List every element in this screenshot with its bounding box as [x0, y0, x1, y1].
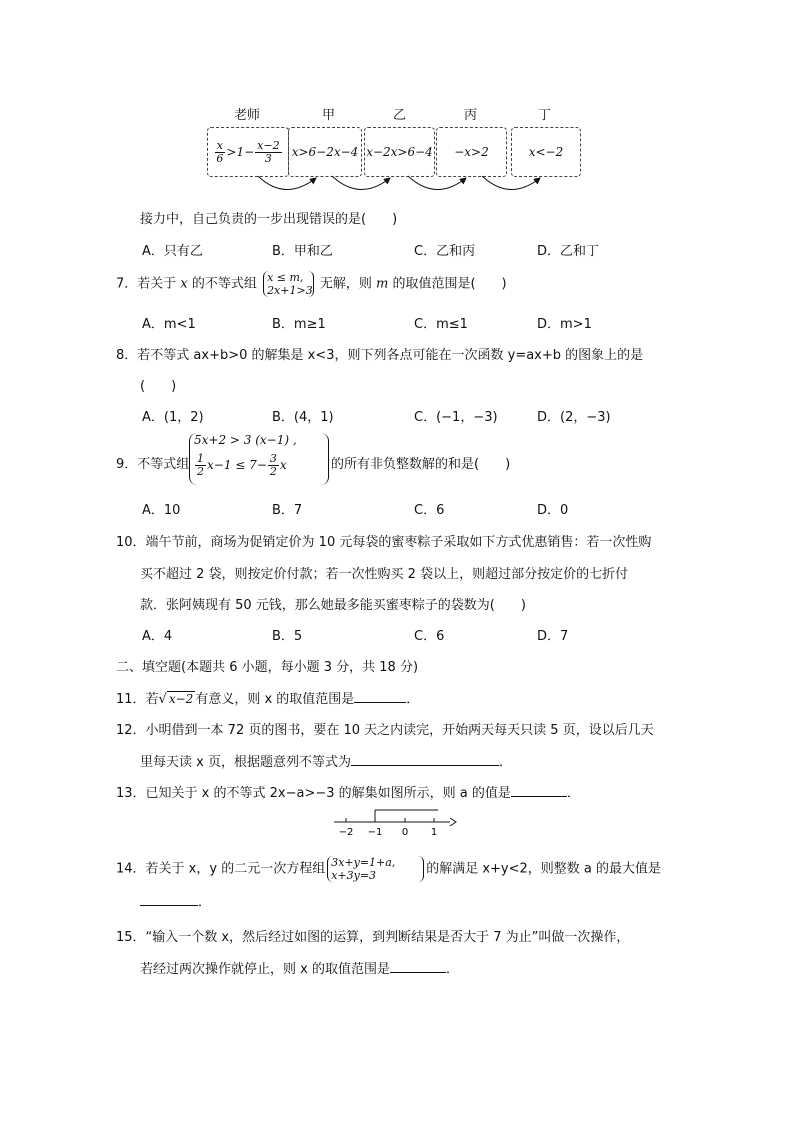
q14-end: ． [198, 895, 212, 910]
q7-option-b: B．m≥1 [272, 317, 326, 332]
q14-answer-blank[interactable] [140, 905, 198, 906]
q11-post: 有意义，则 x 的取值范围是 [195, 692, 355, 707]
relay-header-bing: 丙 [464, 108, 478, 123]
frac-den: 2 [269, 465, 277, 478]
relay-box-yi: x−2x>6−4 [364, 127, 435, 177]
q7-option-a: A．m<1 [142, 317, 196, 332]
q9-line2-x: x [279, 458, 287, 472]
q6-stem: 接力中，自己负责的一步出现错误的是( ) [140, 212, 398, 227]
q10-line1: 10．端午节前，商场为促销定价为 10 元每袋的蜜枣粽子采取如下方式优惠销售：若一次性购 [116, 535, 652, 550]
q14-system-line2: x+3y=3 [331, 869, 377, 882]
q7-option-d: D．m>1 [537, 317, 592, 332]
relay-arrow [408, 176, 466, 190]
q9-tail: 的所有非负整数解的和是( ) [331, 457, 511, 472]
q6-option-a: A．只有乙 [142, 244, 203, 259]
frac-num: 3 [269, 452, 277, 465]
q9-num: 9．不等式组 [116, 457, 190, 472]
q6-option-d: D．乙和丁 [537, 244, 600, 259]
q13-answer-blank[interactable] [511, 796, 567, 797]
q6-option-c: C．乙和丙 [414, 244, 476, 259]
frac-num: x [216, 138, 224, 152]
frac-den: 3 [264, 151, 272, 165]
q7-stem [116, 271, 507, 297]
q10-line3: 款．张阿姨现有 50 元钱，那么她最多能买蜜枣粽子的袋数为( ) [140, 598, 526, 613]
q13-number-line [330, 806, 460, 838]
q7-mid: 的不等式组 [191, 276, 257, 292]
q8-option-d: D．(2，−3) [537, 410, 611, 425]
tick-label: 0 [401, 827, 409, 838]
q12-line2-wrap [140, 751, 512, 770]
q15-answer-blank[interactable] [390, 972, 446, 973]
q7-system-line1: x ≤ m, [267, 271, 304, 284]
q15-end: ． [445, 962, 459, 977]
q11-pre: 11．若 [116, 692, 159, 707]
q10-line2: 买不超过 2 袋，则按定价付款；若一次性购买 2 袋以上，则超过部分按定价的七折付 [140, 567, 629, 582]
q9-system-line2 [194, 453, 287, 478]
q14-post: 的解满足 x+y<2，则整数 a 的最大值是 [426, 861, 662, 877]
relay-arrow [482, 176, 540, 190]
q11-end: ． [406, 692, 420, 707]
q10-option-d: D．7 [537, 629, 569, 644]
q6-option-b: B．甲和乙 [272, 244, 333, 259]
frac-num: 1 [197, 452, 204, 465]
q13-end: ． [566, 786, 580, 801]
relay-arrow [258, 176, 316, 190]
relay-arrows [200, 170, 580, 205]
relay-box-bing: −x>2 [436, 127, 507, 177]
relay-header-yi: 乙 [393, 108, 407, 123]
q15-line2: 若经过两次操作就停止，则 x 的取值范围是 [140, 962, 390, 977]
q7-system-line2: 2x+1>3 [267, 284, 313, 297]
q7-system [263, 271, 314, 297]
q12-end: ． [498, 755, 512, 770]
q13-text: 13．已知关于 x 的不等式 2x−a>−3 的解集如图所示，则 a 的值是 [116, 786, 511, 801]
section2-heading: 二、填空题(本题共 6 小题，每小题 3 分，共 18 分) [116, 660, 419, 675]
arrow-right-icon [450, 818, 456, 826]
tick-label: 1 [430, 827, 438, 838]
q15-line1: 15．“输入一个数 x，然后经过如图的运算，到判断结果是否大于 7 为止”叫做一次操作， [116, 930, 630, 945]
relay-arrow [332, 176, 390, 190]
frac-num: x−2 [257, 138, 280, 152]
q12-line1: 12．小明借到一本 72 页的图书，要在 10 天之内读完，开始两天每天只读 5 页，设以后几天 [116, 723, 654, 738]
relay-header-teacher: 老师 [234, 108, 261, 123]
relay-header-ding: 丁 [538, 108, 552, 123]
q10-option-a: A．4 [142, 629, 173, 644]
q8-line1: 8．若不等式 ax+b>0 的解集是 x<3，则下列各点可能在一次函数 y=ax+b 的图象上的是 [116, 348, 644, 363]
frac-den: 2 [197, 465, 204, 478]
sqrt-icon: √ [158, 692, 167, 707]
q8-option-c: C．(−1，−3) [414, 410, 498, 425]
relay-header-jia: 甲 [322, 108, 336, 123]
relay-box-ding: x<−2 [511, 127, 581, 177]
relay-box-jia: x>6−2x−4 [288, 127, 362, 177]
q14-system [327, 856, 424, 882]
q12-line2: 里每天读 x 页，根据题意列不等式为 [140, 755, 351, 770]
q11-answer-blank[interactable] [354, 702, 406, 703]
tick-label: −1 [367, 827, 383, 838]
q9-system [189, 433, 329, 485]
q8-option-a: A．(1，2) [142, 410, 204, 425]
q14-wrap [116, 856, 661, 882]
q7-var-m: m [376, 276, 389, 292]
q14-line2 [140, 891, 211, 910]
tick-label: −2 [338, 827, 354, 838]
q10-option-b: B．5 [272, 629, 303, 644]
q7-tail2: 的取值范围是( ) [392, 276, 507, 292]
q8-line2: ( ) [140, 379, 177, 394]
q7-num: 7．若关于 [116, 276, 177, 292]
q14-pre: 14．若关于 x，y 的二元一次方程组 [116, 861, 326, 877]
q14-system-line1: 3x+y=1+a, [331, 856, 396, 869]
frac-den: 6 [216, 151, 224, 165]
q9-option-a: A．10 [142, 503, 181, 518]
q9-option-d: D．0 [537, 503, 569, 518]
q7-tail: 无解，则 [319, 276, 372, 292]
q15-line2-wrap [140, 958, 459, 977]
q11 [116, 688, 419, 707]
q11-radicand: x−2 [168, 692, 194, 706]
q9-option-b: B．7 [272, 503, 303, 518]
q7-option-c: C．m≤1 [414, 317, 468, 332]
q13-wrap [116, 782, 580, 801]
q9-system-line1: 5x+2 > 3 (x−1) , [194, 433, 297, 447]
q9-option-c: C．6 [414, 503, 445, 518]
relay-box-teacher-mid: >1− [226, 145, 255, 159]
q12-answer-blank[interactable] [351, 765, 499, 766]
q10-option-c: C．6 [414, 629, 445, 644]
q8-option-b: B．(4，1) [272, 410, 334, 425]
q7-var-x: x [180, 276, 188, 292]
q9-line2-mid: x−1 ≤ 7− [207, 458, 267, 472]
